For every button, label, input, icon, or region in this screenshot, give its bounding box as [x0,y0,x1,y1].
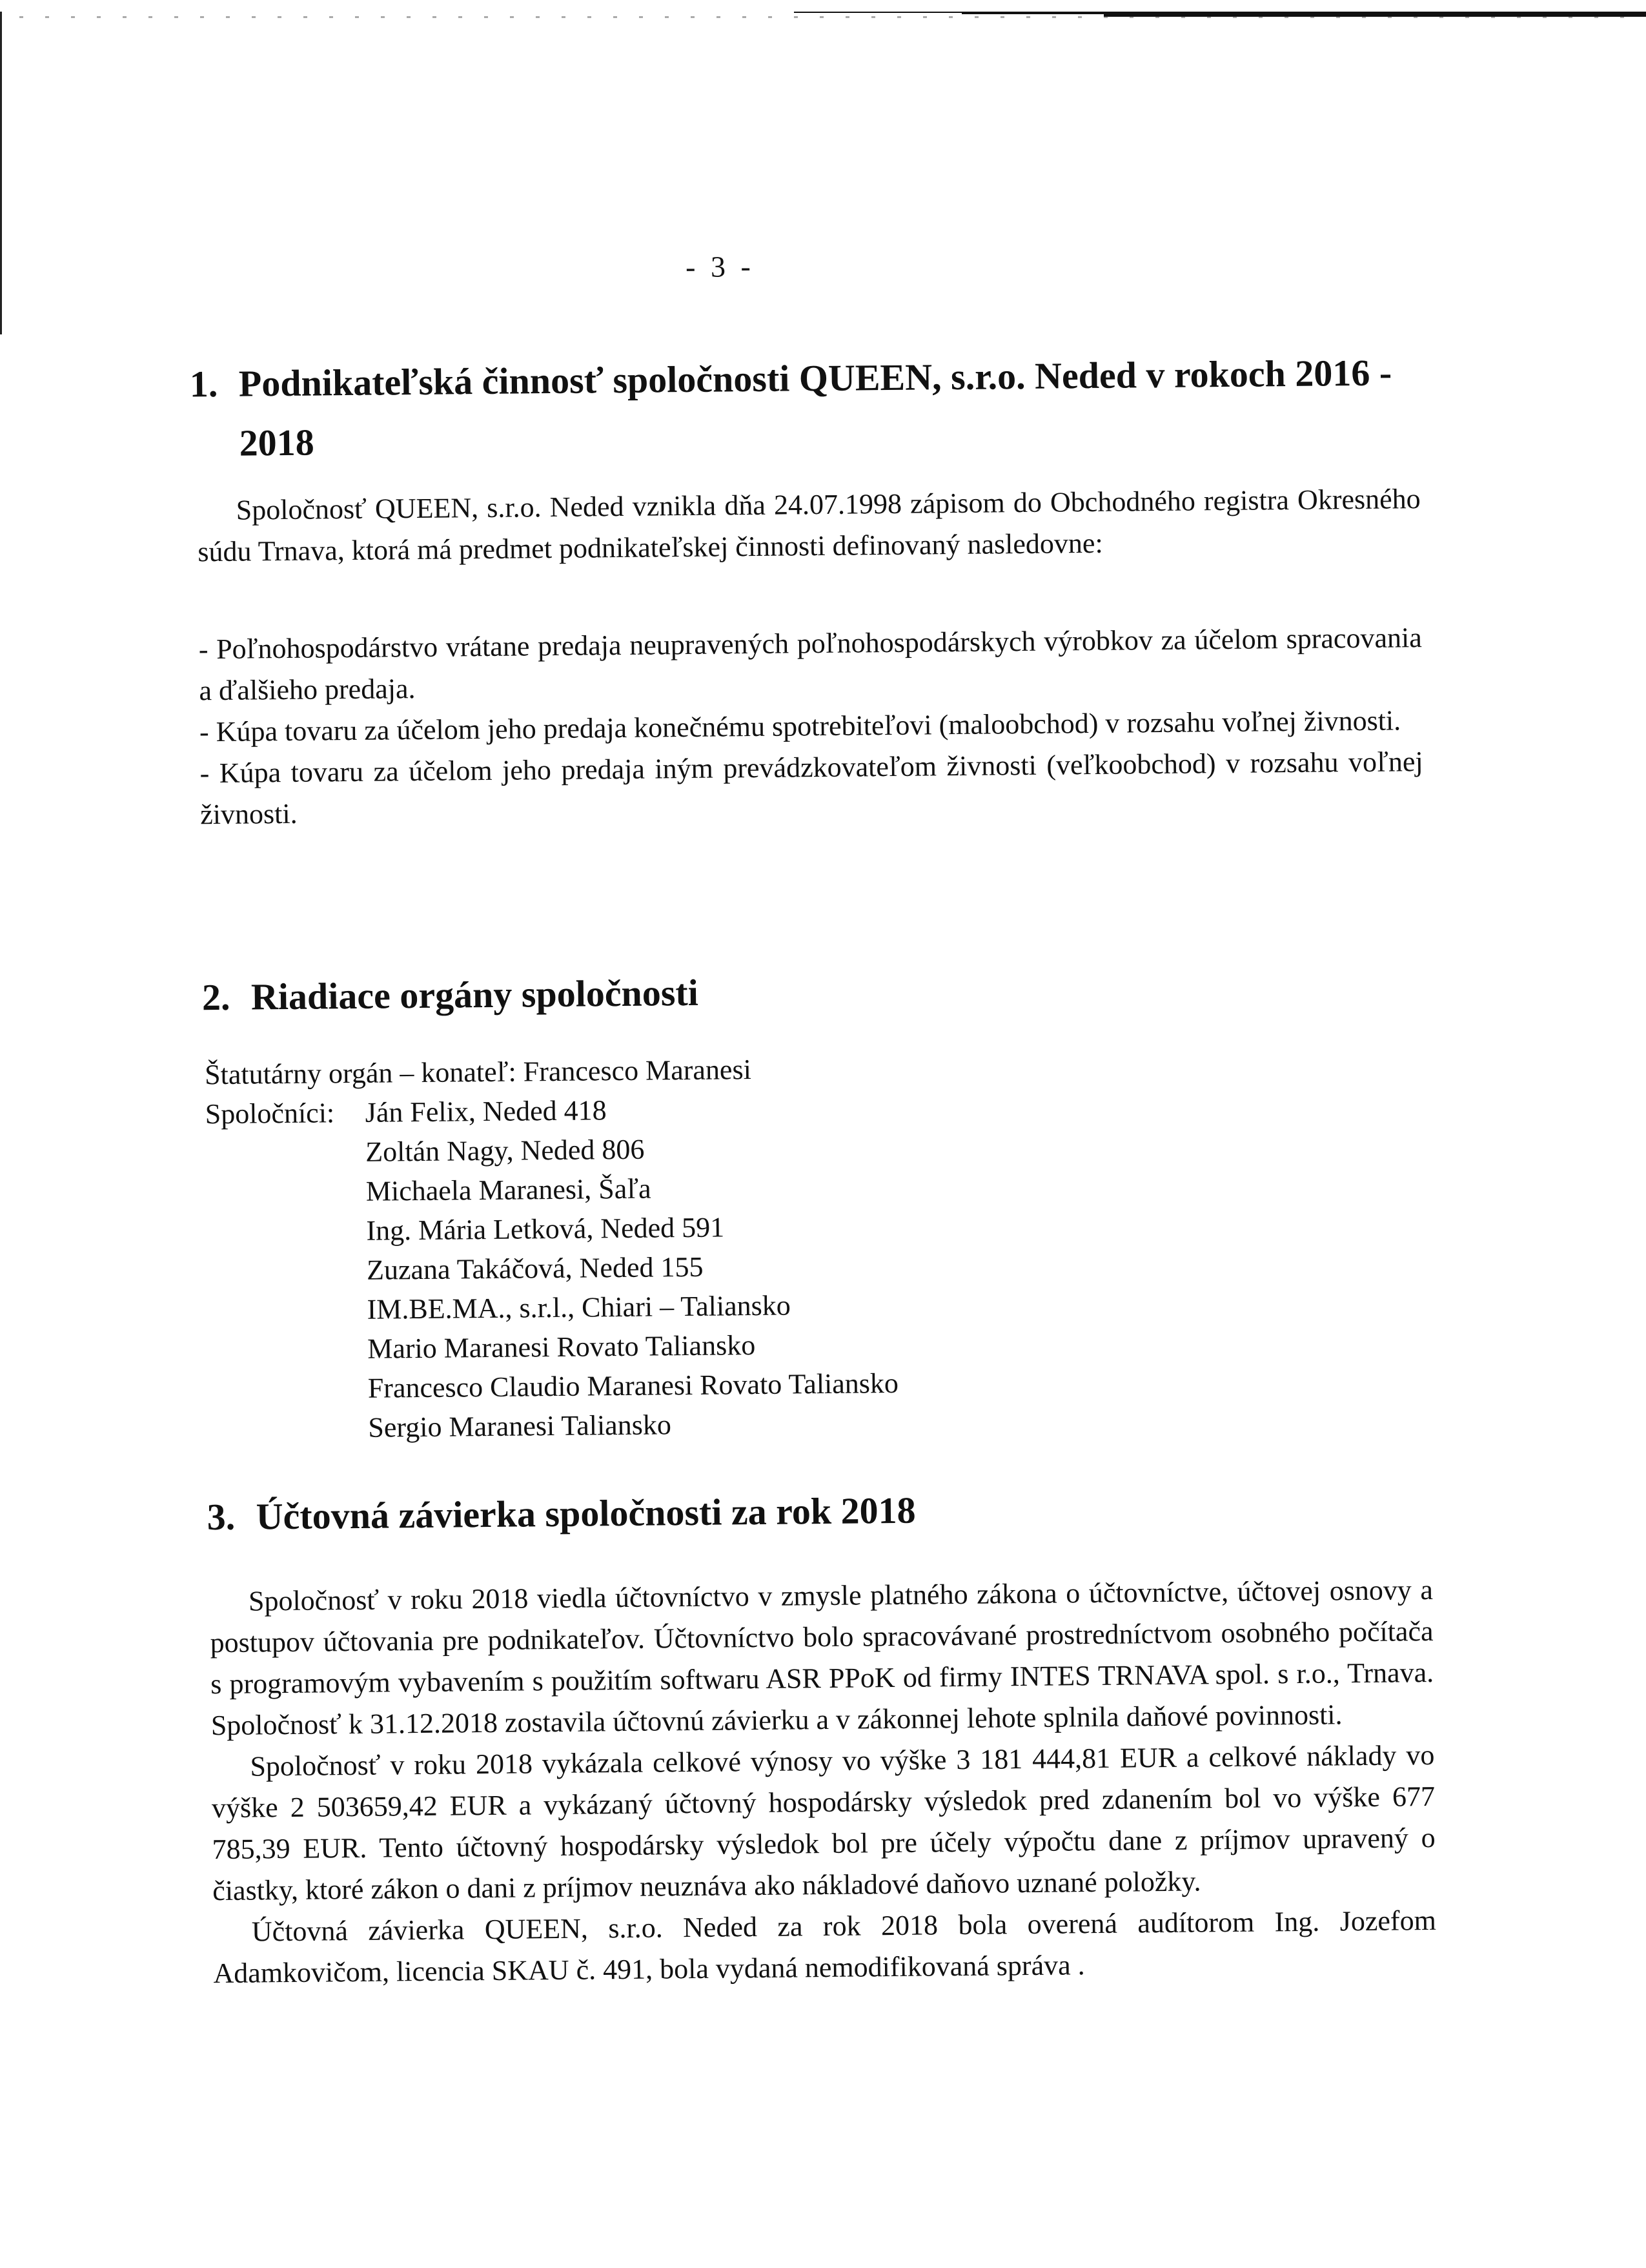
section-1-heading [189,343,1449,474]
statutory-value: Francesco Maranesi [523,1054,752,1088]
section-2-heading [202,963,699,1027]
section-3-number: 3. [207,1495,236,1538]
activity-item: - Poľnohospodárstvo vrátane predaja neupravených poľnohospodárskych výrobkov za účelom spracovania a ďalšieho predaja. [198,622,1422,707]
section-1-intro: Spoločnosť QUEEN, s.r.o. Neded vznikla dňa 24.07.1998 zápisom do Obchodného registra Okresného súdu Trnava, ktorá má predmet podnikateľskej činnosti definovaný nasledovne: [198,483,1421,568]
partner-name: Michaela Maranesi, Šaľa [365,1172,651,1207]
partner-name: Francesco Claudio Maranesi Rovato Taliansko [367,1367,899,1404]
partner-name: IM.BE.MA., s.r.l., Chiari – Taliansko [367,1289,791,1325]
partner-name: Zuzana Takáčová, Neded 155 [366,1251,704,1286]
governance-block [205,1048,899,1449]
partner-row [206,1206,897,1252]
page-number: - 3 - [685,249,755,283]
results-paragraph: Spoločnosť v roku 2018 vykázala celkové výnosy vo výške 3 181 444,81 EUR a celkové náklady vo výške 2 503659,42 EUR a vykázaný účtovný hospodársky výsledok pred zdanením bol vo výške 677 785,39 EUR. Tento účtovný hospodársky výsledok bol pre účely výpočtu dane z príjmov upravený o čiastky, ktoré zákon o dani z príjmov neuznáva ako nákladové daňovo uznané položky. [211,1739,1436,1907]
accounting-paragraph: Spoločnosť v roku 2018 viedla účtovníctvo v zmysle platného zákona o účtovníctve, účtovej osnovy a postupov účtovania pre podnikateľov. Účtovníctvo bolo spracovávané prostredníctvom osobného počítača s programovým vybavením s použitím softwaru ASR PPoK od firmy INTES TRNAVA spol. s r.o., Trnava. Spoločnosť k 31.12.2018 zostavila účtovnú závierku a v zákonnej lehote splnila daňové povinnosti. [210,1573,1434,1742]
partner-row [207,1245,898,1291]
section-3-heading [207,1481,916,1548]
partner-row [208,1364,899,1409]
section-3-title: Účtovná závierka spoločnosti za rok 2018 [256,1489,916,1538]
partner-row [207,1324,899,1370]
section-1-title-line1: Podnikateľská činnosť spoločnosti QUEEN, s.r.o. Neded v rokoch 2016 - [238,351,1392,405]
section-2-number: 2. [201,976,230,1019]
partner-row [207,1285,898,1331]
partner-row [205,1127,897,1173]
statutory-label: Štatutárny orgán – konateľ: [204,1056,516,1091]
partner-name: Mario Maranesi Rovato Taliansko [367,1329,756,1365]
partner-row [205,1088,896,1134]
activities-list [199,617,1424,835]
statutory-row [205,1048,896,1094]
activity-item: - Kúpa tovaru za účelom jeho predaja iným prevádzkovateľom živnosti (veľkoobchod) v rozsahu voľnej živnosti. [199,746,1423,831]
partner-name: Ján Felix, Neded 418 [365,1094,607,1129]
partner-row [208,1403,899,1449]
section-3-body [210,1569,1437,1994]
partner-name: Ing. Mária Letková, Neded 591 [366,1211,725,1247]
partner-name: Sergio Maranesi Taliansko [368,1409,672,1444]
partner-row [206,1167,897,1212]
section-1-number: 1. [189,362,218,405]
section-1-title-line2: 2018 [239,421,315,464]
section-2-title: Riadiace orgány spoločnosti [250,971,699,1018]
partners-label: Spoločníci: [205,1097,335,1130]
activity-item: - Kúpa tovaru za účelom jeho predaja konečnému spotrebiteľovi (maloobchod) v rozsahu voľnej živnosti. [199,704,1401,748]
partner-name: Zoltán Nagy, Neded 806 [365,1133,645,1168]
audit-paragraph: Účtovná závierka QUEEN, s.r.o. Neded za rok 2018 bola overená audítorom Ing. Jozefom Adamkovičom, licencia SKAU č. 491, bola vydaná nemodifikovaná správa . [213,1904,1437,1990]
